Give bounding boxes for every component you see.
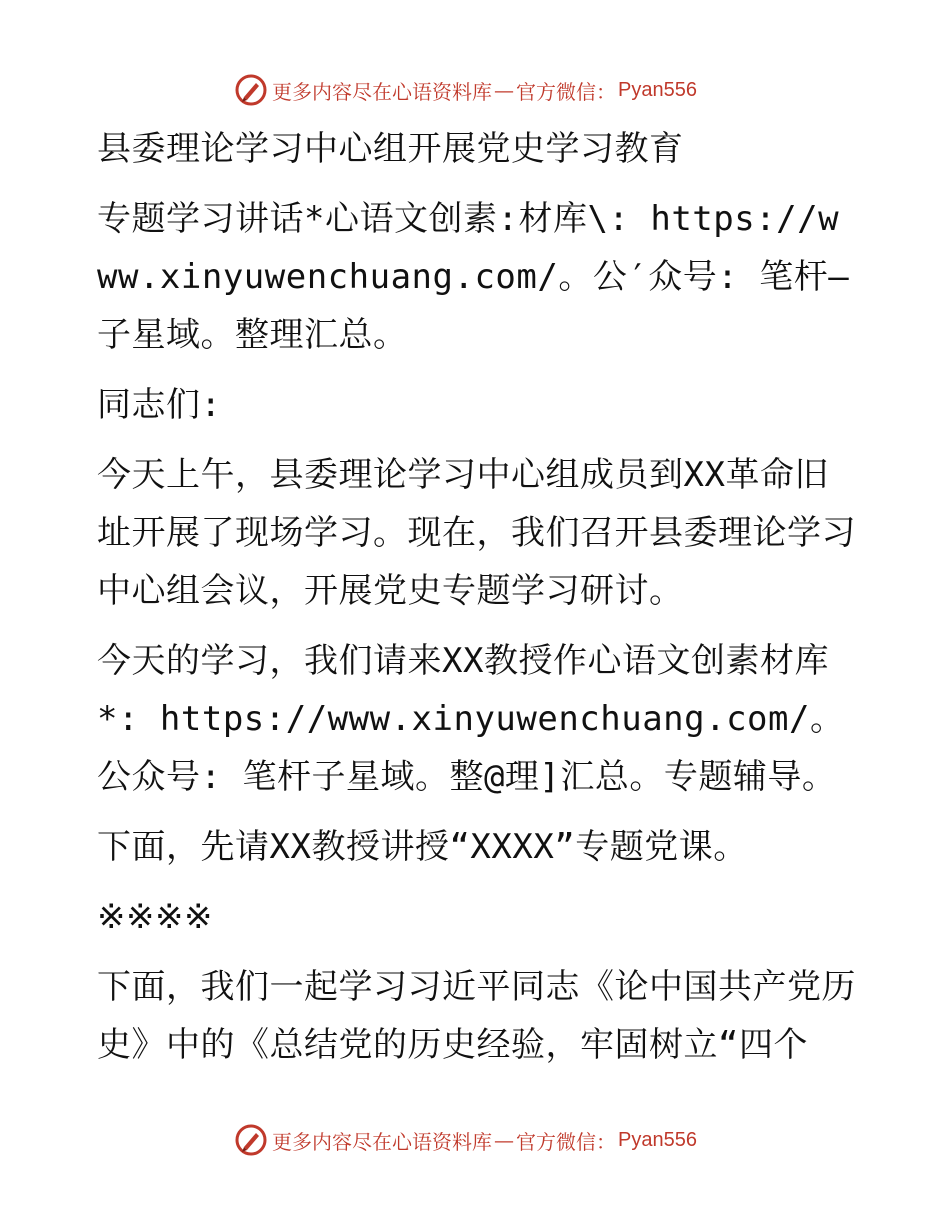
watermark-official-label: 官方微信：	[516, 79, 616, 104]
watermark-account-id: Pyan556	[618, 1128, 697, 1151]
paragraph-separator: ※※※※	[97, 897, 213, 937]
paragraph-lecture-intro: 下面，先请XX教授讲授“XXXX”专题党课。	[97, 827, 748, 867]
document-body	[97, 120, 857, 1086]
watermark-dash: —	[494, 1128, 514, 1152]
watermark-main-text: 更多内容尽在心语资料库	[272, 79, 492, 104]
watermark-account-id: Pyan556	[618, 78, 697, 101]
watermark-official-label: 官方微信：	[516, 1129, 616, 1154]
watermark-dash: —	[494, 78, 514, 102]
paragraph-professor-guidance: 今天的学习，我们请来XX教授作心语文创素材库*: https://www.xinyuwenchuang.com/。公众号: 笔杆子星域。整@理]汇总。专题辅导。	[97, 641, 845, 797]
document-title: 县委理论学习中心组开展党史学习教育	[97, 129, 684, 169]
paragraph-subtitle: 专题学习讲话*心语文创素:材库\: https://www.xinyuwenchuang.com/。公′众号: 笔杆—子星域。整理汇总。	[97, 199, 850, 355]
watermark-main-text: 更多内容尽在心语资料库	[272, 1129, 492, 1154]
footer-watermark	[234, 1122, 697, 1158]
pen-logo-icon	[234, 73, 268, 107]
paragraph-salutation: 同志们:	[97, 385, 222, 425]
pen-logo-icon	[234, 1123, 268, 1157]
paragraph-study-together: 下面，我们一起学习习近平同志《论中国共产党历史》中的《总结党的历史经验，牢固树立“四个	[97, 967, 856, 1065]
paragraph-morning-study: 今天上午，县委理论学习中心组成员到XX革命旧址开展了现场学习。现在，我们召开县委理论学习中心组会议，开展党史专题学习研讨。	[97, 455, 856, 611]
header-watermark	[234, 72, 697, 108]
